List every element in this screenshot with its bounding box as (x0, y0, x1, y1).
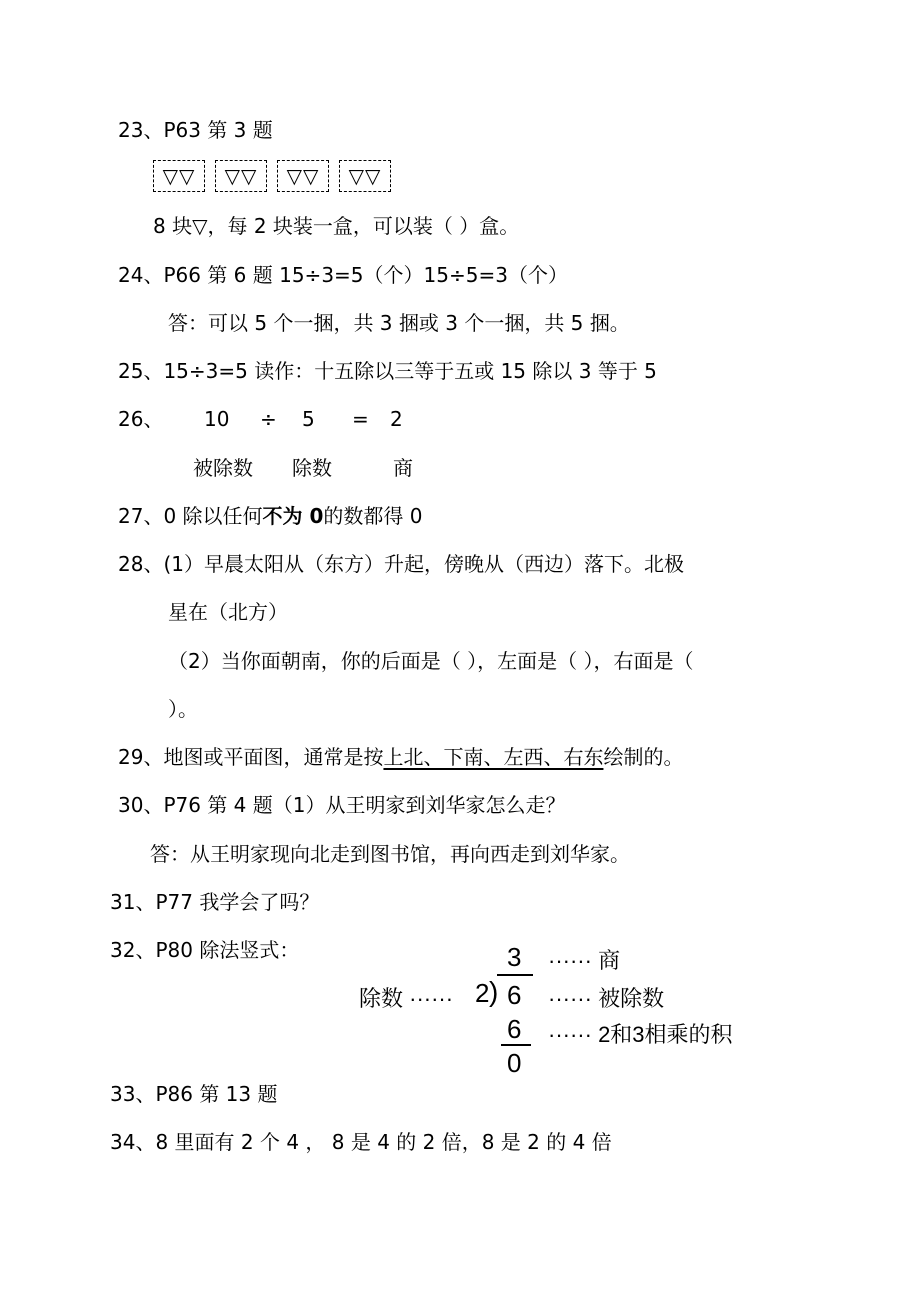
q28-line4: ）。 (168, 697, 198, 721)
q26-quotient: 2 (390, 407, 403, 431)
note-product: ······ 2和3相乘的积 (548, 1022, 733, 1047)
q29-pre: 29、地图或平面图，通常是按 (118, 745, 384, 769)
q29-underlined: 上北、下南、左西、右东 (383, 745, 604, 769)
triangle-groups (153, 160, 391, 194)
q23-title: 23、P63 第 3 题 (118, 118, 273, 142)
q29-post: 绘制的。 (603, 745, 684, 769)
q30-title: 30、P76 第 4 题（1）从王明家到刘华家怎么走？ (118, 793, 566, 817)
q29-text (118, 745, 683, 769)
dividend-digit: 6 (507, 980, 522, 1010)
q28-line3: （2）当你面朝南，你的后面是（ ），左面是（ ），右面是（ (168, 649, 694, 673)
division-bracket: ) (489, 976, 499, 1007)
q26-label-quotient: 商 (393, 456, 413, 480)
q24-answer: 答：可以 5 个一捆，共 3 捆或 3 个一捆，共 5 捆。 (168, 311, 630, 335)
q26-label-dividend: 被除数 (193, 456, 253, 480)
q28-line2: 星在（北方） (168, 600, 288, 624)
triangle-box: ▽▽ (215, 160, 267, 192)
divisor-digit: 2 (475, 978, 490, 1008)
subtraction-line (501, 1044, 531, 1046)
note-quotient: ······ 商 (548, 948, 621, 973)
q26-divisor: 5 (302, 407, 315, 431)
remainder-digit: 0 (507, 1048, 522, 1078)
triangle-box: ▽▽ (339, 160, 391, 192)
q30-answer: 答：从王明家现向北走到图书馆，再向西走到刘华家。 (150, 842, 630, 866)
q27-bold: 不为 0 (262, 504, 324, 528)
q32-title: 32、P80 除法竖式： (110, 938, 300, 962)
q23-text: 8 块▽，每 2 块装一盒，可以装（ ）盒。 (153, 214, 520, 238)
q33-text: 33、P86 第 13 题 (110, 1082, 278, 1106)
long-division-diagram (355, 938, 755, 1083)
triangle-box: ▽▽ (277, 160, 329, 192)
note-dividend: ······ 被除数 (548, 986, 665, 1011)
q26-divide-sign: ÷ (260, 407, 277, 431)
product-digit: 6 (507, 1014, 522, 1044)
triangle-box: ▽▽ (153, 160, 205, 192)
q28-line1: 28、(1）早晨太阳从（东方）升起，傍晚从（西边）落下。北极 (118, 552, 684, 576)
q34-text: 34、8 里面有 2 个 4 ， 8 是 4 的 2 倍，8 是 2 的 4 倍 (110, 1130, 612, 1154)
q26-number: 26、 (118, 407, 164, 431)
division-bar (497, 974, 533, 976)
divisor-label: 除数 ······ (359, 986, 454, 1011)
q26-label-divisor: 除数 (292, 456, 332, 480)
q31-text: 31、P77 我学会了吗？ (110, 890, 320, 914)
q27-pre: 27、0 除以任何 (118, 504, 263, 528)
q27-text (118, 504, 423, 528)
q24-title: 24、P66 第 6 题 15÷3=5（个）15÷5=3（个） (118, 263, 568, 287)
q25-text: 25、15÷3=5 读作：十五除以三等于五或 15 除以 3 等于 5 (118, 359, 657, 383)
q27-post: 的数都得 0 (323, 504, 423, 528)
q26-equals: = (352, 407, 369, 431)
q26-dividend: 10 (204, 407, 230, 431)
quotient-digit: 3 (507, 942, 522, 972)
